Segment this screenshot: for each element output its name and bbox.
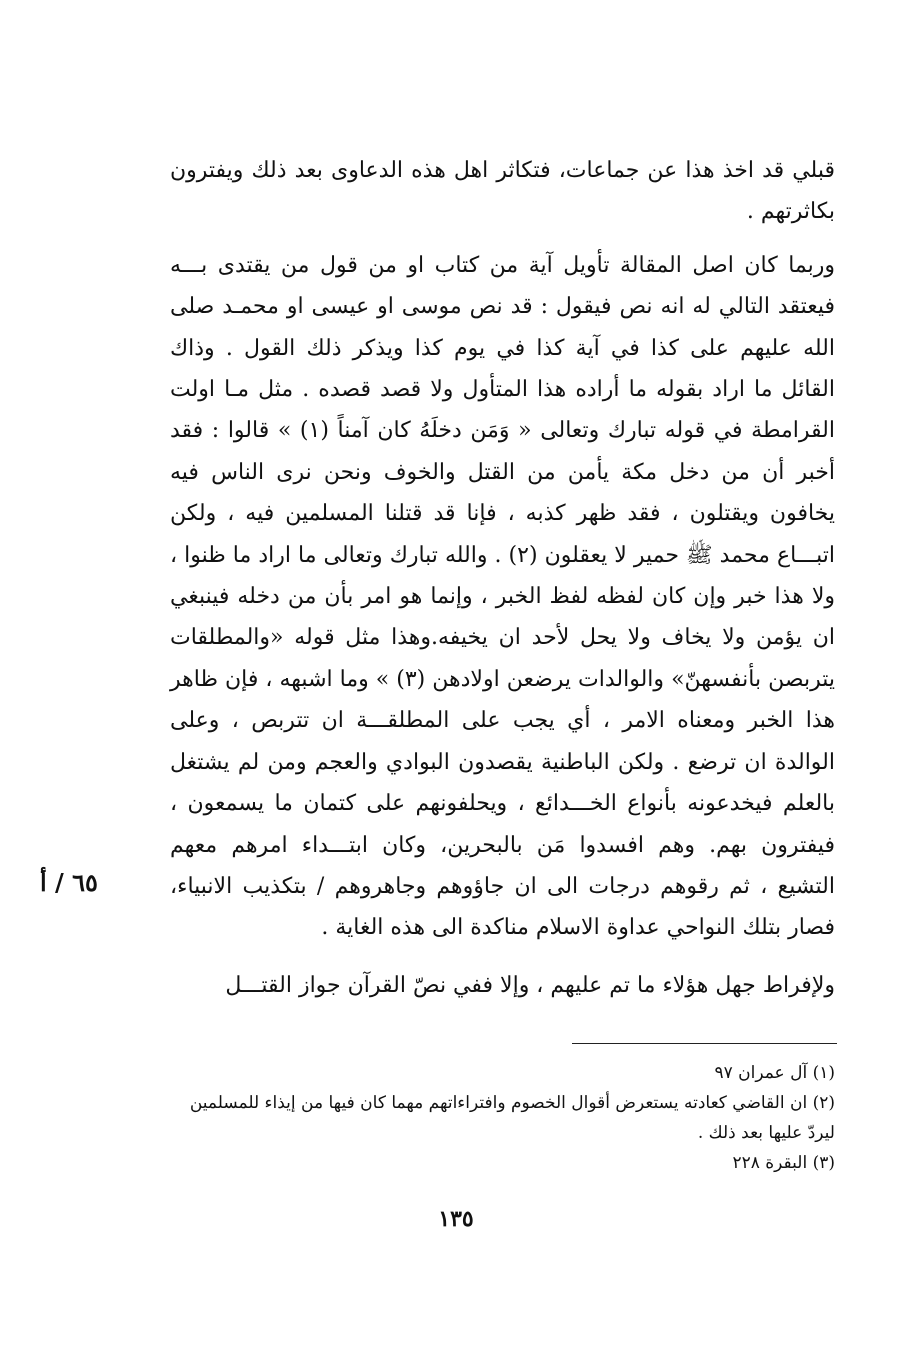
footnote-1: (١) آل عمران ٩٧ [714, 1063, 835, 1083]
paragraph-1: قبلي قد اخذ هذا عن جماعات، فتكاثر اهل هذه الدعاوى بعد ذلك ويفترون بكاثرتهم . [170, 158, 835, 225]
footnote-divider [572, 1043, 837, 1044]
footnote-3: (٣) البقرة ٢٢٨ [732, 1153, 835, 1173]
manuscript-folio-marker: ٦٥ / أ [40, 868, 98, 897]
main-text [170, 150, 835, 1006]
footnote-2: (٢) ان القاضي كعادته يستعرض أقوال الخصوم وافتراءاتهم مهما كان فيها من إيذاء للمسلمين ليردّ عليها بعد ذلك . [189, 1093, 835, 1143]
footnotes [170, 1058, 835, 1178]
page-number: ١٣٥ [438, 1206, 474, 1232]
paragraph-2: وربما كان اصل المقالة تأويل آية من كتاب او من قول من يقتدى بـــه فيعتقد التالي له انه نص فيقول : قد نص موسى او عيسى او محمـد صلى الله عليهم على كذا في آية كذا في يوم كذا ويذكر ذلك القول . وذاك القائل ما اراد بقوله ما أراده هذا المتأول ولا قصد قصده . مثل مـا اولت القرامطة في قوله تبارك وتعالى « وَمَن دخلَهُ كان آمناً (١) » قالوا : فقد أخبر أن من دخل مكة يأمن من القتل والخوف ونحن نرى الناس فيه يخافون ويقتلون ، فقد ظهر كذبه ، فإنا قد قتلنا المسلمين فيه ، ولكن اتبـــاع محمد ﷺ حمير لا يعقلون (٢) . والله تبارك وتعالى ما اراد ما ظنوا ، ولا هذا خبر وإن كان لفظه لفظ الخبر ، وإنما هو امر بأن من دخله فينبغي ان يؤمن ولا يخاف ولا يحل لأحد ان يخيفه.وهذا مثل قوله «والمطلقات يتربصن بأنفسهنّ» والوالدات يرضعن اولادهن (٣) » وما اشبهه ، فإن ظاهر هذا الخبر ومعناه الامر ، أي يجب على المطلقـــة ان تتربص ، وعلى الوالدة ان ترضع . ولكن الباطنية يقصدون البوادي والعجم ومن لم يشتغل بالعلم فيخدعونه بأنواع الخـــدائع ، ويحلفونهم على كتمان ما يسمعون ، فيفترون بهم. وهم افسدوا مَن بالبحرين، وكان ابتـــداء امرهم معهم التشيع ، ثم رقوهم درجات الى ان جاؤوهم وجاهروهم / بتكذيب الانبياء، فصار بتلك النواحي عداوة الاسلام مناكدة الى هذه الغاية . [170, 252, 835, 941]
paragraph-3: ولإفراط جهل هؤلاء ما تم عليهم ، وإلا ففي نصّ القرآن جواز القتـــل [225, 972, 835, 998]
